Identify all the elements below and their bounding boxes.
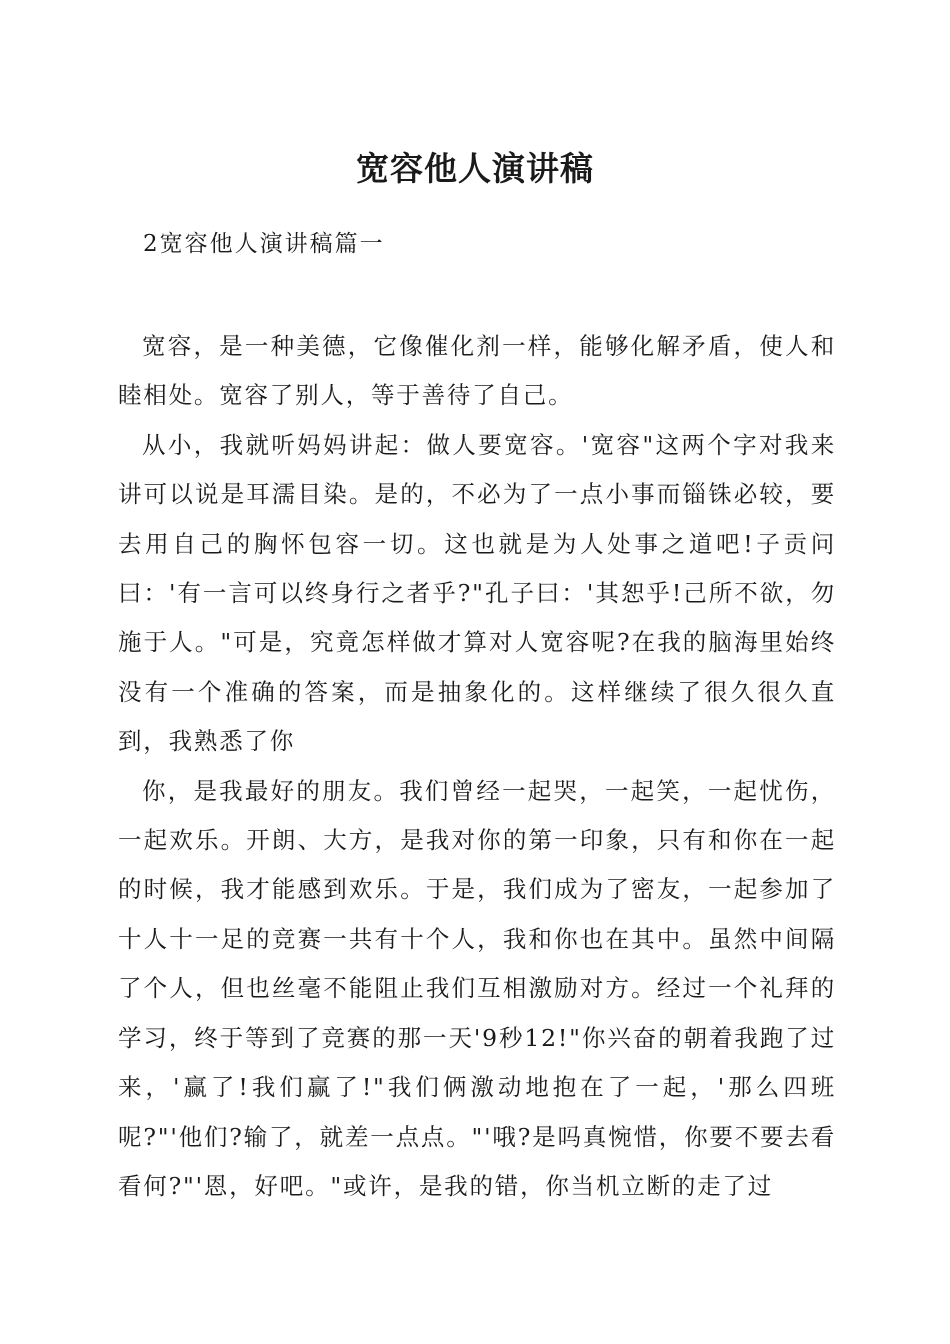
document-body [118, 322, 836, 1211]
paragraph-2: 从小，我就听妈妈讲起：做人要宽容。'宽容"这两个字对我来讲可以说是耳濡目染。是的，不必为了一点小事而锱铢必较，要去用自己的胸怀包容一切。这也就是为人处事之道吧!子贡问曰：'有一言可以终身行之者乎?"孔子曰：'其恕乎!己所不欲，勿施于人。"可是，究竟怎样做才算对人宽容呢?在我的脑海里始终没有一个准确的答案，而是抽象化的。这样继续了很久很久直到，我熟悉了你 [118, 430, 836, 756]
document-subtitle: 2宽容他人演讲稿篇一 [143, 231, 385, 257]
document-title: 宽容他人演讲稿 [356, 149, 594, 188]
paragraph-1: 宽容，是一种美德，它像催化剂一样，能够化解矛盾，使人和睦相处。宽容了别人，等于善待了自己。 [118, 332, 836, 410]
paragraph-3: 你，是我最好的朋友。我们曾经一起哭，一起笑，一起忧伤，一起欢乐。开朗、大方，是我对你的第一印象，只有和你在一起的时候，我才能感到欢乐。于是，我们成为了密友，一起参加了十人十一足的竞赛一共有十个人，我和你也在其中。虽然中间隔了个人，但也丝毫不能阻止我们互相激励对方。经过一个礼拜的学习，终于等到了竞赛的那一天'9秒12!"你兴奋的朝着我跑了过来，'赢了!我们赢了!"我们俩激动地抱在了一起，'那么四班呢?"'他们?输了，就差一点点。"'哦?是吗真惋惜，你要不要去看看何?"'恩，好吧。"或许，是我的错，你当机立断的走了过 [118, 776, 836, 1200]
